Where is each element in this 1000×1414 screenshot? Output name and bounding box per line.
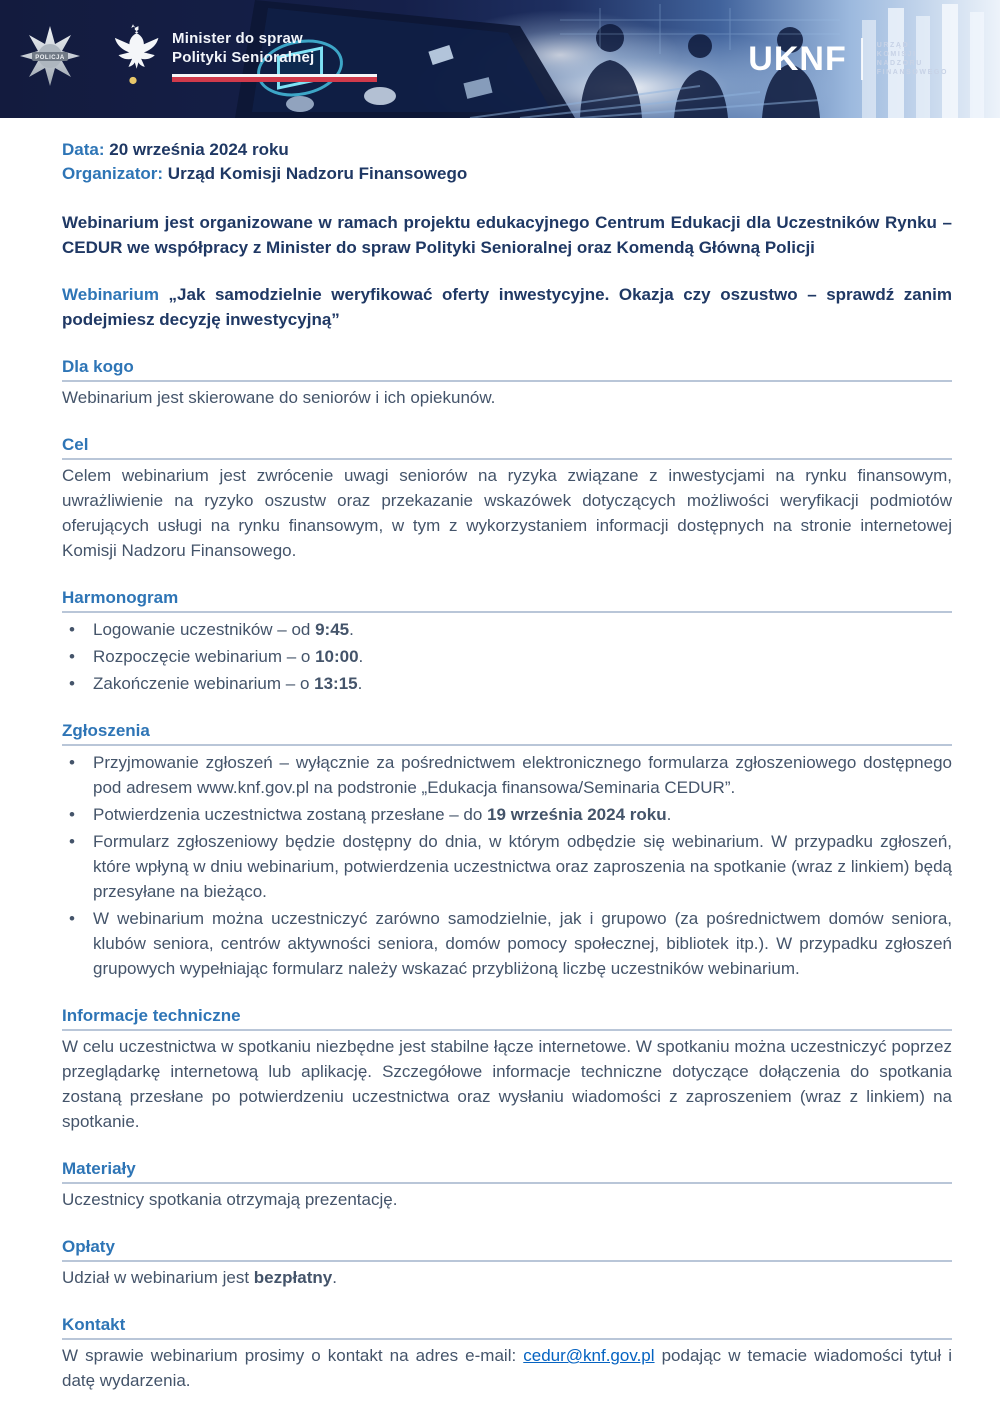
section-body: Celem webinarium jest zwrócenie uwagi seniorów na ryzyka związane z inwestycjami na rynku finansowym, uwrażliwienie na ryzyko oszustw oraz przekazanie wskazówek dotyczących możliwości weryfikacji podmiotów oferujących usługi na rynku finansowym, w tym z wykorzystaniem informacji dostępnych na stronie internetowej Komisji Nadzoru Finansowego. — [62, 466, 952, 560]
harmonogram-list — [62, 617, 952, 696]
zgloszenia-list — [62, 750, 952, 981]
organizer-label: Organizator: — [62, 164, 164, 183]
section-zgloszenia — [62, 720, 952, 981]
section-heading: Opłaty — [62, 1236, 952, 1262]
uknf-logo-subtitle: URZĄD KOMISJI NADZORU FINANSOWEGO — [876, 42, 948, 76]
uknf-logo — [748, 38, 948, 80]
section-oplaty — [62, 1236, 952, 1290]
list-item: • W webinarium można uczestniczyć zarówno samodzielnie, jak i grupowo (za pośrednictwem domów seniora, klubów seniora, centrów aktywności seniora, domów pomocy społecznej, bibliotek itp.). W przypadku zgłoszeń grupowych wypełniając formularz należy wskazać przybliżoną liczbę uczestników webinarium. — [62, 906, 952, 981]
list-item: • Rozpoczęcie webinarium – o 10:00. — [62, 644, 952, 669]
uknf-wordmark: UKNF — [748, 39, 847, 78]
polish-eagle-icon — [104, 24, 162, 88]
section-heading: Cel — [62, 434, 952, 460]
ministry-line1: Minister do spraw — [172, 30, 303, 48]
header-banner — [0, 0, 1000, 118]
date-value: 20 września 2024 roku — [109, 140, 289, 159]
section-body: W sprawie webinarium prosimy o kontakt na adres e-mail: cedur@knf.gov.pl podając w temacie wiadomości tytuł i datę wydarzenia. — [62, 1346, 952, 1390]
ministry-logo — [104, 24, 377, 88]
section-harmonogram — [62, 587, 952, 696]
section-informacje-techniczne — [62, 1005, 952, 1134]
header-logos — [18, 24, 377, 88]
document-body — [0, 118, 1000, 1393]
list-item: • Logowanie uczestników – od 9:45. — [62, 617, 952, 642]
section-body: Udział w webinarium jest bezpłatny. — [62, 1268, 337, 1287]
list-item: • Przyjmowanie zgłoszeń – wyłącznie za pośrednictwem elektronicznego formularza zgłoszeniowego dostępnego pod adresem www.knf.gov.pl na podstronie „Edukacja finansowa/Seminaria CEDUR”. — [62, 750, 952, 800]
webinar-title-text: „Jak samodzielnie weryfikować oferty inwestycyjne. Okazja czy oszustwo – sprawdź zanim podejmiesz decyzję inwestycyjną” — [62, 285, 952, 329]
organizer-line — [62, 162, 952, 186]
ministry-line2: Polityki Senioralnej — [172, 49, 315, 66]
webinar-title — [62, 282, 952, 332]
ministry-logo-text — [172, 30, 377, 82]
section-body: W celu uczestnictwa w spotkaniu niezbędne jest stabilne łącze internetowe. W spotkaniu można uczestniczyć poprzez przeglądarkę internetową lub aplikację. Szczegółowe informacje techniczne dotyczące dołączenia do spotkania zostaną przesłane po potwierdzeniu uczestnictwa oraz wysłaniu wiadomości z zaproszeniem (wraz z linkiem) na spotkanie. — [62, 1037, 952, 1131]
intro-paragraph: Webinarium jest organizowane w ramach projektu edukacyjnego Centrum Edukacji dla Uczestników Rynku – CEDUR we współpracy z Minister do spraw Polityki Senioralnej oraz Komendą Główną Policji — [62, 213, 952, 257]
section-heading: Dla kogo — [62, 356, 952, 382]
section-kontakt — [62, 1314, 952, 1393]
uknf-logo-divider — [861, 38, 863, 80]
list-item: • Zakończenie webinarium – o 13:15. — [62, 671, 952, 696]
police-badge-icon — [18, 24, 82, 88]
section-heading: Kontakt — [62, 1314, 952, 1340]
date-label: Data: — [62, 140, 105, 159]
email-link[interactable]: cedur@knf.gov.pl — [523, 1346, 655, 1365]
section-materialy — [62, 1158, 952, 1212]
section-heading: Informacje techniczne — [62, 1005, 952, 1031]
section-body: Webinarium jest skierowane do seniorów i ich opiekunów. — [62, 388, 496, 407]
organizer-value: Urząd Komisji Nadzoru Finansowego — [167, 164, 468, 183]
section-heading: Zgłoszenia — [62, 720, 952, 746]
webinar-title-label: Webinarium — [62, 285, 159, 304]
police-badge-label: POLICJA — [35, 55, 65, 61]
section-heading: Materiały — [62, 1158, 952, 1184]
section-heading: Harmonogram — [62, 587, 952, 613]
section-cel — [62, 434, 952, 563]
list-item: • Potwierdzenia uczestnictwa zostaną przesłane – do 19 września 2024 roku. — [62, 802, 952, 827]
list-item: • Formularz zgłoszeniowy będzie dostępny do dnia, w którym odbędzie się webinarium. W przypadku zgłoszeń, które wpłyną w dniu webinarium, potwierdzenia uczestnictwa oraz zaproszenia na spotkanie (wraz z linkiem) będą przesyłane na bieżąco. — [62, 829, 952, 904]
poland-flag-bar — [172, 74, 377, 82]
section-dla-kogo — [62, 356, 952, 410]
date-line — [62, 138, 952, 162]
section-body: Uczestnicy spotkania otrzymają prezentację. — [62, 1190, 398, 1209]
